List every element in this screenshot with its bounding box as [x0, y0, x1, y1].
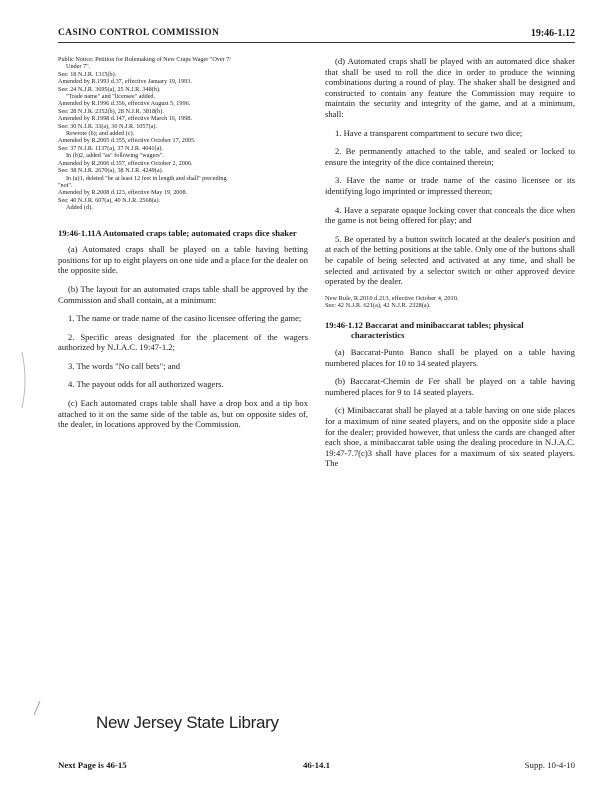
supplement-date: Supp. 10-4-10 — [524, 760, 575, 770]
list-item: 2. Be permanently attached to the table, and sealed or locked to ensure the integrity of the dice contained therein; — [325, 146, 575, 167]
header-section-number: 19:46-1.12 — [530, 28, 575, 39]
history-line: See: 18 N.J.R. 1315(b). — [58, 70, 117, 78]
source-line: See: 42 N.J.R. 621(a), 42 N.J.R. 2328(a). — [325, 302, 431, 310]
list-item: 1. The name or trade name of the casino licensee offering the game; — [68, 313, 302, 324]
history-line: Amended by R.2008 d.123, effective May 19, 2008. — [58, 189, 188, 197]
section-title-1-11a: 19:46-1.11A Automated craps table; automated craps dice shaker — [58, 227, 297, 238]
paragraph-b: (b) The layout for an automated craps table shall be approved by the Commission and shall contain, at a minimum: — [58, 283, 308, 305]
history-line: "not". — [58, 181, 73, 189]
list-item: 3. Have the name or trade name of the casino licensee or its identifying logo imprinted or impressed thereon; — [325, 175, 575, 196]
left-column — [58, 56, 308, 438]
paragraph-b: (b) Baccarat-Chemin de Fer shall be played on a table having numbered places for 9 to 14 seated players. — [325, 376, 575, 397]
history-line: In (b)2, added "as" following "wagers". — [66, 152, 164, 160]
paragraph-a: (a) Automated craps shall be played on a table having betting positions for up to eight players on one side and a place for the dealer on the opposite side. — [58, 244, 308, 276]
scan-mark-icon — [30, 700, 44, 716]
list-item: 4. Have a separate opaque locking cover that conceals the dice when the game is not being offered for play; and — [325, 204, 575, 226]
history-notes — [58, 56, 308, 212]
history-line: See: 40 N.J.R. 607(a), 40 N.J.R. 2568(a). — [58, 196, 161, 204]
right-column — [325, 56, 575, 477]
paragraph-a: (a) Baccarat-Punto Banco shall be played on a table having numbered places for 10 to 14 seated players. — [325, 347, 575, 368]
history-line: Amended by R.1998 d.147, effective March 16, 1998. — [58, 115, 192, 123]
history-line: Amended by R.2005 d.355, effective October 17, 2005. — [58, 137, 196, 145]
history-line: "Trade name" and "licensee" added. — [66, 93, 156, 101]
next-page-note: Next Page is 46-15 — [58, 760, 127, 770]
paragraph-c: (c) Each automated craps table shall have a drop box and a tip box attached to it on the same side of the table as, but on opposite sides of, the dealer, in locations approved by the Commission. — [58, 398, 308, 430]
margin-bracket-mark — [20, 350, 30, 410]
library-stamp: New Jersey State Library — [96, 713, 279, 732]
history-line: See: 37 N.J.R. 1137(a), 37 N.J.R. 4041(a). — [58, 144, 163, 152]
history-line: Rewrote (b); and added (c). — [66, 130, 135, 138]
history-line: See: 24 N.J.R. 3695(a), 25 N.J.R. 348(b). — [58, 85, 161, 93]
history-line: Public Notice: Petition for Rulemaking of New Craps Wager "Over 7/ — [58, 56, 232, 63]
history-line: Amended by R.1993 d.37, effective January 19, 1993. — [58, 78, 192, 86]
header-rule — [58, 42, 575, 43]
header-title: CASINO CONTROL COMMISSION — [58, 28, 220, 38]
history-line: Amended by R.1996 d.356, effective August 5, 1996. — [58, 100, 191, 108]
history-line: Under 7". — [66, 63, 91, 71]
history-line: See: 30 N.J.R. 33(a), 30 N.J.R. 1057(a). — [58, 122, 157, 130]
history-line: In (a)1, deleted "be at least 12 feet in length and shall" preceding — [66, 174, 227, 182]
source-note — [325, 295, 575, 310]
list-item: 2. Specific areas designated for the placement of the wagers authorized by N.J.A.C. 19:47-1.2; — [58, 331, 308, 353]
source-line: New Rule, R.2010 d.213, effective October 4, 2010. — [325, 294, 459, 302]
page-header — [58, 28, 575, 44]
list-item: 5. Be operated by a button switch located at the dealer's position and at each of the betting positions at the table. Only one of the buttons shall be capable of being selected and activated at any time, and shall be selected and activated by a selector switch or other approved device operated by the dealer. — [325, 233, 575, 287]
list-item: 3. The words "No call bets"; and — [68, 360, 181, 371]
paragraph-d: (d) Automated craps shall be played with an automated dice shaker that shall be used to roll the dice in order to produce the winning combinations during a round of play. The shaker shall be designed and constructed to contain any feature the Commission may require to maintain the security and integrity of the game, and at a minimum, shall: — [325, 56, 575, 119]
paragraph-c: (c) Minibaccarat shall be played at a table having on one side places for a maximum of nine seated players, and on the opposite side a place for the dealer; provided however, that unless the cards are changed after each shoe, a minibaccarat table using the dealing procedure in N.J.A.C. 19:47-7.7(c)3 shall have places for a maximum of six seated players. The — [325, 405, 575, 469]
page-number: 46-14.1 — [302, 760, 331, 770]
section-title-1-12: 19:46-1.12 Baccarat and minibaccarat tables; physical characteristics — [325, 319, 524, 341]
list-item: 4. The payout odds for all authorized wagers. — [68, 379, 224, 390]
list-item: 1. Have a transparent compartment to secure two dice; — [335, 127, 523, 138]
history-line: See: 38 N.J.R. 2670(a), 38 N.J.R. 4249(a). — [58, 167, 164, 175]
history-line: Amended by R.2006 d.357, effective October 2, 2006. — [58, 159, 193, 167]
history-line: Added (d). — [66, 204, 93, 212]
history-line: See: 28 N.J.R. 2352(b), 28 N.J.R. 3818(b). — [58, 107, 164, 115]
